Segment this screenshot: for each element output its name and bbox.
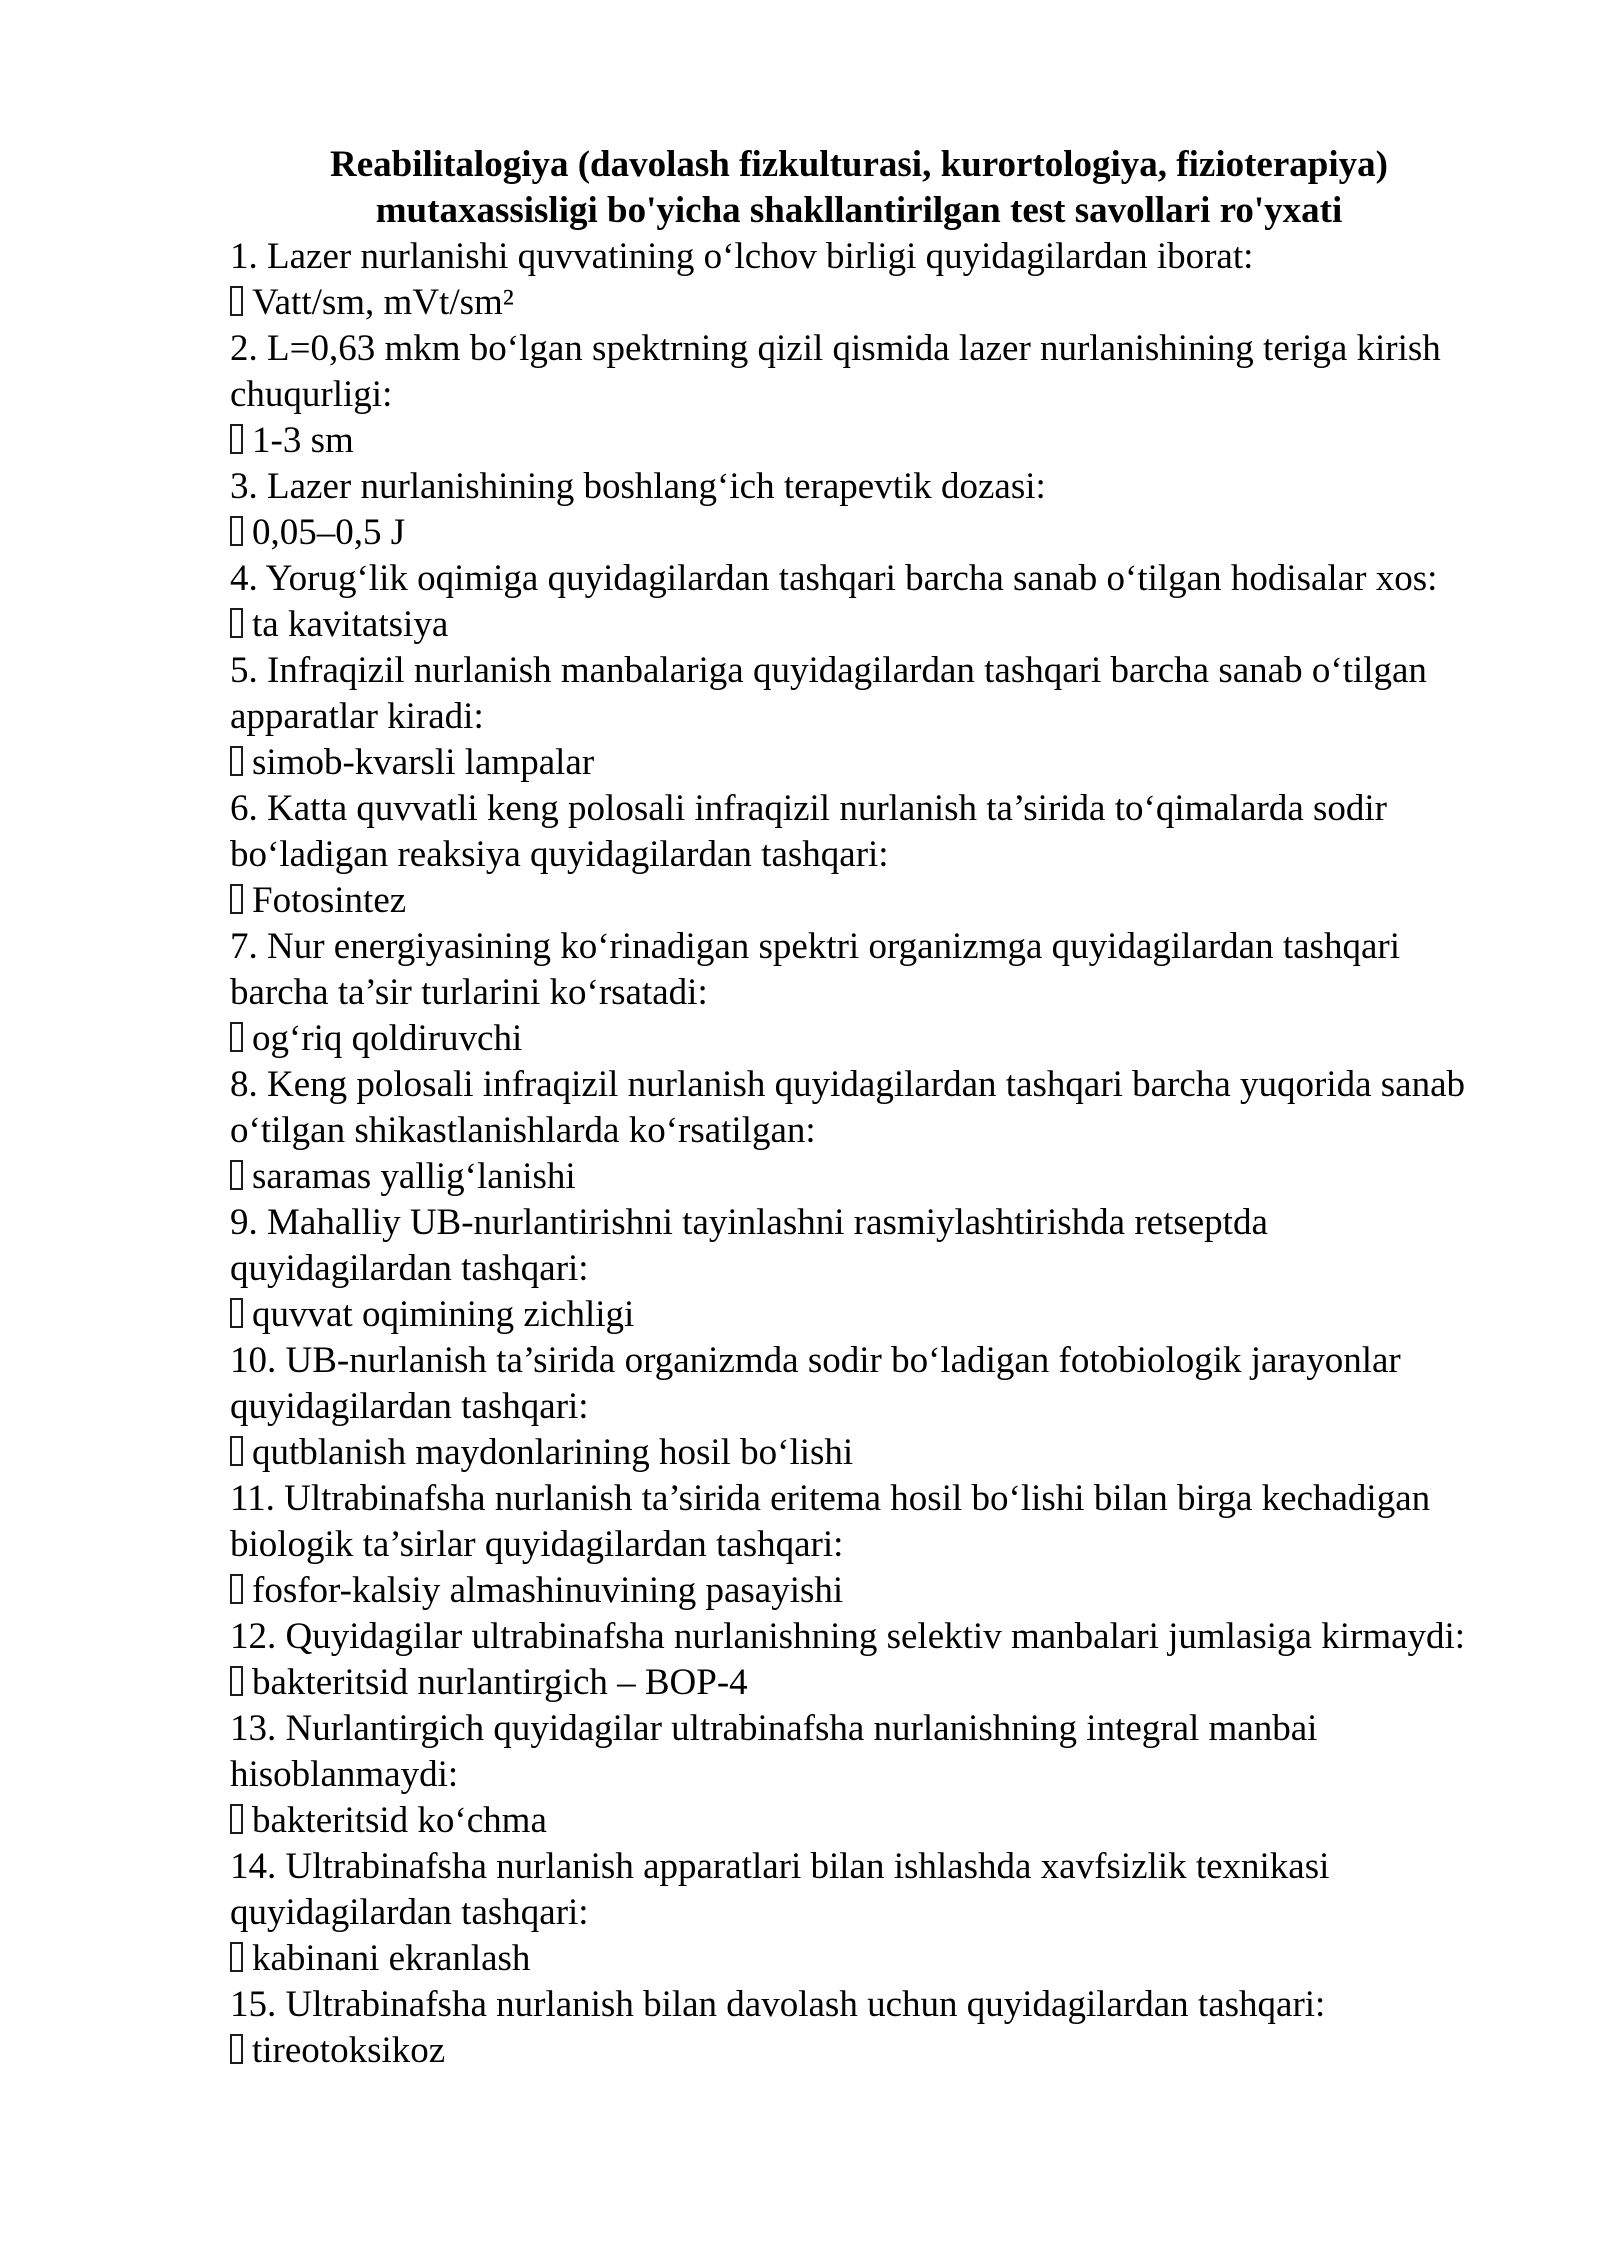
answer-line: [230, 1568, 1488, 1614]
missing-glyph-box-icon: [230, 1666, 243, 1696]
question-1: [230, 234, 1488, 326]
answer-text: quvvat oqimining zichligi: [252, 1294, 635, 1335]
question-text: 14. Ultrabinafsha nurlanish apparatlari bilan ishlashda xavfsizlik texnikasi: [230, 1846, 1330, 1887]
answer-text: saramas yallig‘lanishi: [252, 1156, 576, 1197]
answer-line: [230, 1936, 1488, 1982]
question-text: 7. Nur energiyasining ko‘rinadigan spektri organizmga quyidagilardan tashqari: [230, 926, 1400, 967]
title-line-1: Reabilitalogiya (davolash fizkulturasi, kurortologiya, fizioterapiya): [330, 144, 1388, 185]
missing-glyph-box-icon: [230, 516, 243, 546]
answer-line: [230, 280, 1488, 326]
question-text: 2. L=0,63 mkm bo‘lgan spektrning qizil qismida lazer nurlanishining teriga kirish: [230, 328, 1441, 369]
question-8: [230, 1062, 1488, 1200]
question-text: hisoblanmaydi:: [230, 1754, 459, 1795]
question-11: [230, 1476, 1488, 1614]
missing-glyph-box-icon: [230, 1436, 243, 1466]
missing-glyph-box-icon: [230, 1022, 243, 1052]
missing-glyph-box-icon: [230, 1298, 243, 1328]
answer-line: [230, 1660, 1488, 1706]
question-text: 12. Quyidagilar ultrabinafsha nurlanishning selektiv manbalari jumlasiga kirmaydi:: [230, 1616, 1466, 1657]
answer-line: [230, 1430, 1488, 1476]
question-13: [230, 1706, 1488, 1844]
question-4: [230, 556, 1488, 648]
answer-text: og‘riq qoldiruvchi: [252, 1018, 523, 1059]
question-14: [230, 1844, 1488, 1982]
answer-line: [230, 418, 1488, 464]
missing-glyph-box-icon: [230, 1804, 243, 1834]
question-5: [230, 648, 1488, 786]
question-text: 9. Mahalliy UB-nurlantirishni tayinlashni rasmiylashtirishda retseptda: [230, 1202, 1268, 1243]
missing-glyph-box-icon: [230, 746, 243, 776]
question-6: [230, 786, 1488, 924]
answer-text: Fotosintez: [252, 880, 407, 921]
document-title: [230, 142, 1488, 234]
title-line-2: mutaxassisligi bo'yicha shakllantirilgan test savollari ro'yxati: [375, 190, 1343, 231]
question-text: quyidagilardan tashqari:: [230, 1892, 589, 1933]
question-text: barcha ta’sir turlarini ko‘rsatadi:: [230, 972, 708, 1013]
question-text: 8. Keng polosali infraqizil nurlanish quyidagilardan tashqari barcha yuqorida sanab: [230, 1064, 1466, 1105]
question-2: [230, 326, 1488, 464]
question-text: 3. Lazer nurlanishining boshlang‘ich terapevtik dozasi:: [230, 466, 1046, 507]
answer-line: [230, 1154, 1488, 1200]
question-text: o‘tilgan shikastlanishlarda ko‘rsatilgan:: [230, 1110, 816, 1151]
answer-line: [230, 878, 1488, 924]
answer-line: [230, 2028, 1488, 2074]
question-text: 11. Ultrabinafsha nurlanish ta’sirida eritema hosil bo‘lishi bilan birga kechadigan: [230, 1478, 1431, 1519]
missing-glyph-box-icon: [230, 286, 243, 316]
answer-line: [230, 1292, 1488, 1338]
missing-glyph-box-icon: [230, 608, 243, 638]
answer-text: tireotoksikoz: [252, 2030, 446, 2071]
missing-glyph-box-icon: [230, 424, 243, 454]
missing-glyph-box-icon: [230, 2034, 243, 2064]
question-7: [230, 924, 1488, 1062]
question-text: apparatlar kiradi:: [230, 696, 484, 737]
answer-text: simob-kvarsli lampalar: [252, 742, 595, 783]
question-text: chuqurligi:: [230, 374, 393, 415]
missing-glyph-box-icon: [230, 884, 243, 914]
answer-text: bakteritsid ko‘chma: [252, 1800, 547, 1841]
answer-line: [230, 1016, 1488, 1062]
question-text: 5. Infraqizil nurlanish manbalariga quyidagilardan tashqari barcha sanab o‘tilgan: [230, 650, 1427, 691]
question-text: 1. Lazer nurlanishi quvvatining o‘lchov birligi quyidagilardan iborat:: [230, 236, 1254, 277]
answer-line: [230, 602, 1488, 648]
missing-glyph-box-icon: [230, 1574, 243, 1604]
answer-text: 1-3 sm: [252, 420, 354, 461]
answer-line: [230, 1798, 1488, 1844]
answer-line: [230, 510, 1488, 556]
answer-text: kabinani ekranlash: [252, 1938, 531, 1979]
answer-line: [230, 740, 1488, 786]
answer-text: 0,05–0,5 J: [252, 512, 406, 553]
missing-glyph-box-icon: [230, 1160, 243, 1190]
question-12: [230, 1614, 1488, 1706]
question-text: 10. UB-nurlanish ta’sirida organizmda sodir bo‘ladigan fotobiologik jarayonlar: [230, 1340, 1401, 1381]
question-text: bo‘ladigan reaksiya quyidagilardan tashqari:: [230, 834, 889, 875]
question-15: [230, 1982, 1488, 2074]
question-10: [230, 1338, 1488, 1476]
answer-text: ta kavitatsiya: [252, 604, 449, 645]
question-3: [230, 464, 1488, 556]
question-text: quyidagilardan tashqari:: [230, 1248, 589, 1289]
question-9: [230, 1200, 1488, 1338]
question-text: 13. Nurlantirgich quyidagilar ultrabinafsha nurlanishning integral manbai: [230, 1708, 1318, 1749]
answer-text: bakteritsid nurlantirgich – BOP-4: [252, 1662, 748, 1703]
answer-text: Vatt/sm, mVt/sm²: [252, 282, 514, 323]
question-text: 15. Ultrabinafsha nurlanish bilan davolash uchun quyidagilardan tashqari:: [230, 1984, 1326, 2025]
question-text: biologik ta’sirlar quyidagilardan tashqari:: [230, 1524, 844, 1565]
answer-text: qutblanish maydonlarining hosil bo‘lishi: [252, 1432, 854, 1473]
missing-glyph-box-icon: [230, 1942, 243, 1972]
question-text: 6. Katta quvvatli keng polosali infraqizil nurlanish ta’sirida to‘qimalarda sodir: [230, 788, 1387, 829]
answer-text: fosfor-kalsiy almashinuvining pasayishi: [252, 1570, 844, 1611]
question-text: 4. Yorug‘lik oqimiga quyidagilardan tashqari barcha sanab o‘tilgan hodisalar xos:: [230, 558, 1438, 599]
question-text: quyidagilardan tashqari:: [230, 1386, 589, 1427]
